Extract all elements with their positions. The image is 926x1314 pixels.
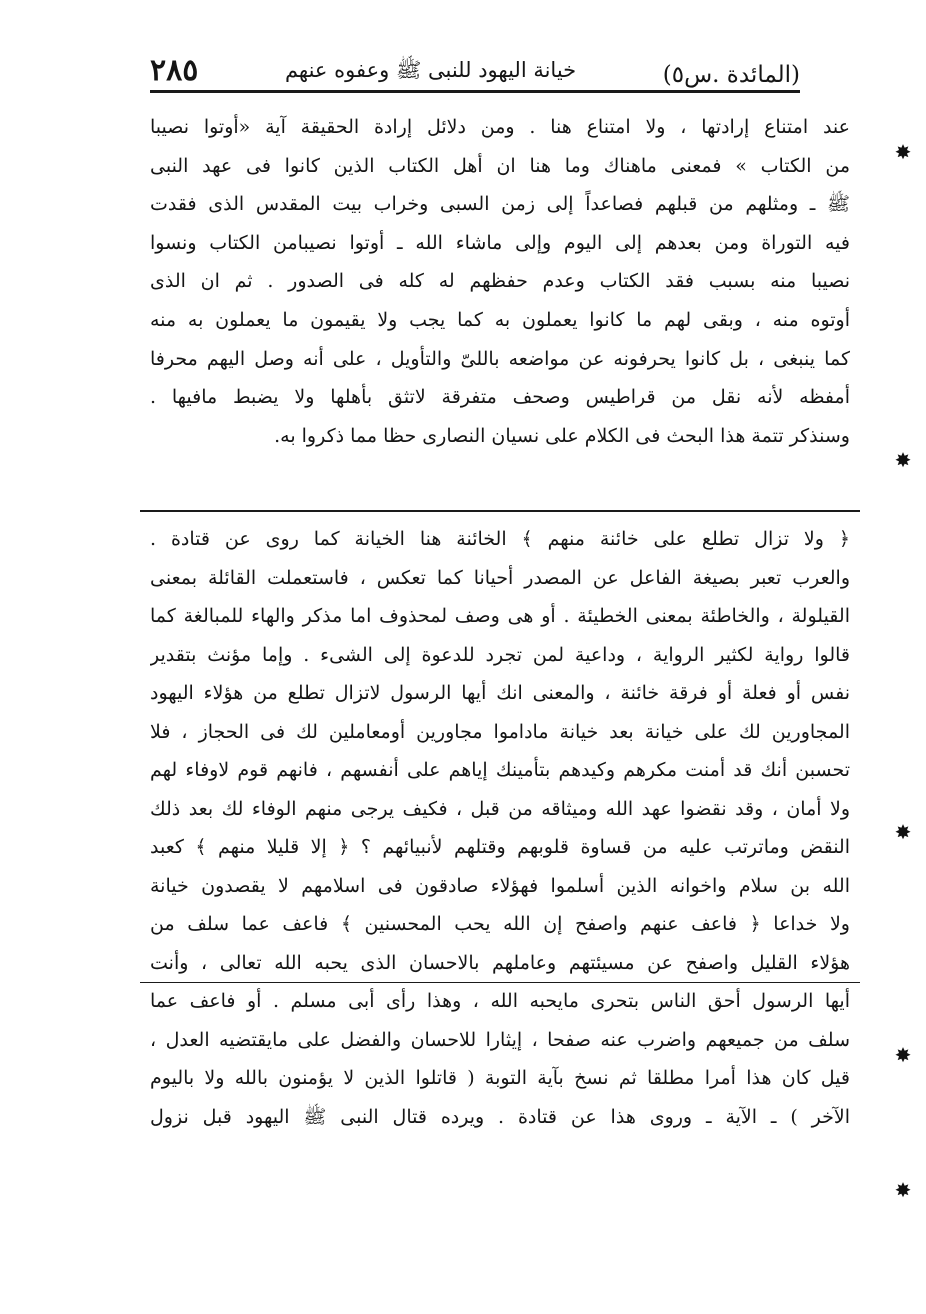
text-line: كما ينبغى ، بل كانوا يحرفونه عن مواضعه باللىّ والتأويل ، على أنه وصل اليهم محرفا: [150, 347, 850, 370]
text-line: تحسبن أنك قد أمنت مكرهم وكيدهم بتأمينك إياهم على أنفسهم ، فانهم قوم لاوفاء لهم: [150, 759, 850, 781]
text-line: ولا أمان ، وقد نقضوا عهد الله وميثاقه من قبل ، فكيف يرجى منهم الوفاء لك بعد ذلك: [150, 797, 850, 820]
text-line: نفس أو فعلة أو فرقة خائنة ، والمعنى انك أيها الرسول لاتزال تطلع من هؤلاء اليهود: [150, 682, 850, 704]
text-line: قالوا رواية لكثير الرواية ، وداعية لمن تجرد للدعوة إلى الشىء . وإما مؤنث بتقدير: [150, 643, 850, 666]
text-line: هؤلاء القليل واصفح عن مسيئتهم وعاملهم بالاحسان الذى يحبه الله تعالى ، وأنت: [150, 951, 850, 974]
text-line: والعرب تعبر بصيغة الفاعل عن المصدر أحيانا كما تعكس ، فاستعملت القائلة بمعنى: [150, 566, 850, 589]
margin-ornament-icon: ✸: [894, 1043, 912, 1067]
text-line: قيل كان هذا أمرا مطلقا ثم نسخ بآية التوبة ( قاتلوا الذين لا يؤمنون بالله ولا باليوم: [150, 1067, 850, 1089]
surah-label: (المائدة .س٥): [662, 62, 800, 88]
text-line: ولا خداعا ﴿ فاعف عنهم واصفح إن الله يحب المحسنين ﴾ فاعف عما سلف من: [150, 913, 850, 935]
margin-ornament-icon: ✸: [894, 140, 912, 164]
text-line: القيلولة ، والخاطئة بمعنى الخطيئة . أو هى وصف لمحذوف اما مذكر والهاء للمبالغة كما: [150, 605, 850, 627]
text-line: نصيبا منه بسبب فقد الكتاب وعدم حفظهم له كله فى الصدور . ثم ان الذى: [150, 270, 850, 293]
text-line: أيها الرسول أحق الناس بتحرى مايحبه الله ، وهذا رأى أبى مسلم . أو فاعف عما: [150, 990, 850, 1012]
text-line: الآخر ) ـ الآية ـ وروى هذا عن قتادة . ويرده قتال النبى ﷺ اليهود قبل نزول: [150, 1105, 850, 1128]
paragraph-1: [150, 108, 850, 455]
margin-ornament-icon: ✸: [894, 448, 912, 472]
faint-divider: [140, 982, 860, 983]
text-line: ﷺ ـ ومثلهم من قبلهم فصاعداً إلى زمن السبى وخراب بيت المقدس الذى فقدت: [150, 193, 850, 216]
margin-ornament-icon: ✸: [894, 820, 912, 844]
text-line: سلف من جميعهم واضرب عنه صفحا ، إيثارا للاحسان والفضل على مايقتضيه العدل ،: [150, 1028, 850, 1051]
text-line: من الكتاب » فمعنى ماهناك وما هنا ان أهل الكتاب الذين كانوا فى عهد النبى: [150, 154, 850, 177]
text-line: أوتوه منه ، وبقى لهم ما كانوا يعملون به كما يجب ولا يقيمون ما يعملون به منه: [150, 308, 850, 331]
page-header: [150, 38, 800, 88]
text-line: المجاورين لك على خيانة بعد خيانة ماداموا مجاورين أومعاملين لك فى الحجاز ، فلا: [150, 720, 850, 743]
text-line: النقض وماترتب عليه من قساوة قلوبهم وقتلهم لأنبيائهم ؟ ﴿ إلا قليلا منهم ﴾ كعبد: [150, 836, 850, 858]
text-line: وسنذكر تتمة هذا البحث فى الكلام على نسيان النصارى حظا مما ذكروا به.: [274, 424, 850, 447]
text-line: فيه التوراة ومن بعدهم إلى اليوم وإلى ماشاء الله ـ أوتوا نصيبامن الكتاب ونسوا: [150, 231, 850, 254]
section-divider: [140, 510, 860, 512]
text-line: الله بن سلام واخوانه الذين أسلموا فهؤلاء صادقون فى اسلامهم لا يقصدون خيانة: [150, 874, 850, 897]
header-rule: [150, 90, 800, 93]
text-line: عند امتناع إرادتها ، ولا امتناع هنا . ومن دلائل إرادة الحقيقة آية «أوتوا نصيبا: [150, 116, 850, 138]
text-line: ﴿ ولا تزال تطلع على خائنة منهم ﴾ الخائنة هنا الخيانة كما روى عن قتادة .: [150, 528, 850, 550]
text-line: أمفظه لأنه نقل من قراطيس وصحف متفرقة لاتثق بأهلها ولا يضبط مافيها .: [150, 386, 850, 409]
page-number: ٢٨٥: [150, 53, 199, 88]
margin-ornament-icon: ✸: [894, 1178, 912, 1202]
paragraph-2: [150, 520, 850, 1136]
running-title: خيانة اليهود للنبى ﷺ وعفوه عنهم: [284, 58, 577, 82]
